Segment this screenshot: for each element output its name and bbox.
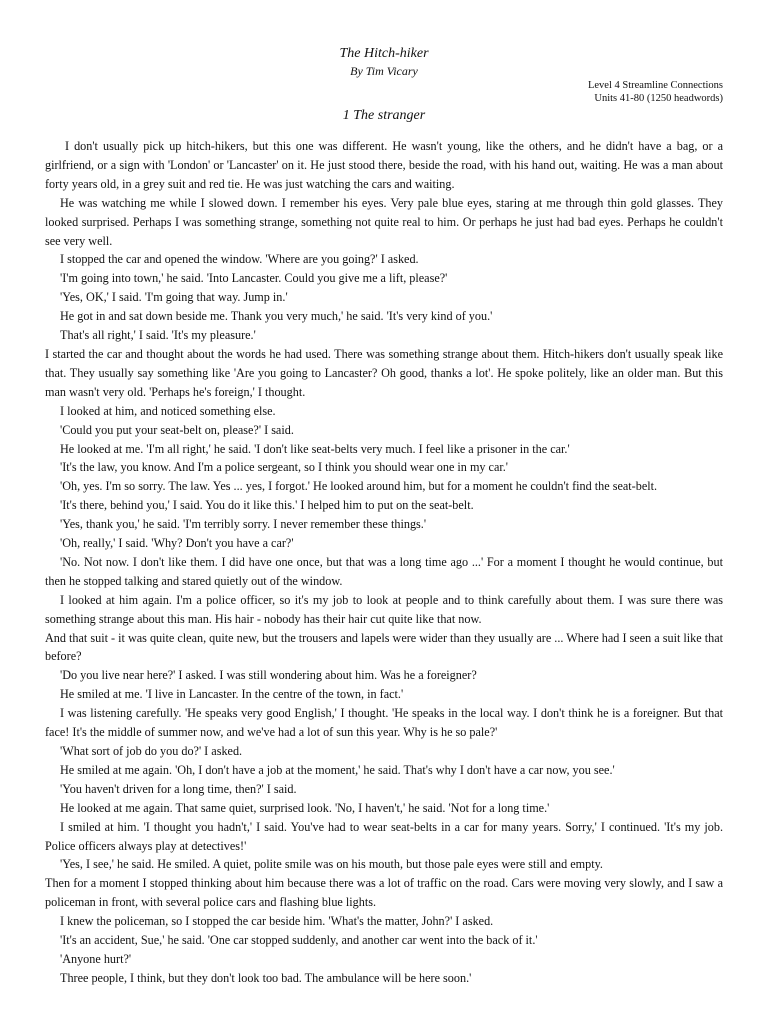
paragraph: 'I'm going into town,' he said. 'Into Lancaster. Could you give me a lift, please?'	[60, 271, 448, 286]
paragraph: 'It's the law, you know. And I'm a police sergeant, so I think you should wear one in my car.'	[60, 460, 509, 475]
units-line: Units 41-80 (1250 headwords)	[594, 93, 723, 104]
paragraph: I stopped the car and opened the window. 'Where are you going?' I asked.	[60, 252, 419, 267]
level-info	[523, 79, 723, 105]
paragraph: 'Anyone hurt?'	[60, 951, 132, 966]
level-line: Level 4 Streamline Connections	[587, 80, 723, 91]
paragraph: Then for a moment I stopped thinking about him because there was a lot of traffic on the road. Cars were moving very slowly, and I saw a policeman in front, with several police cars and flashing blue lights.	[45, 876, 723, 910]
paragraph: He looked at me. 'I'm all right,' he said. 'I don't like seat-belts very much. I feel like a prisoner in the car.'	[60, 441, 570, 456]
paragraph: I started the car and thought about the words he had used. There was something strange about them. Hitch-hikers don't usually speak like that. They usually say something like 'Are you going to Lancaster? Oh good, thanks a lot'. He spoke politely, like an older man. But this man wasn't very old. 'Perhaps he's foreign,' I thought.	[45, 346, 723, 399]
paragraph: He smiled at me. 'I live in Lancaster. In the centre of the town, in fact.'	[60, 687, 404, 702]
paragraph: I looked at him again. I'm a police officer, so it's my job to look at people and to think carefully about them. I was sure there was something strange about this man. His hair - nobody has their hair cut quite like that now.	[45, 592, 723, 626]
paragraph: I looked at him, and noticed something else.	[60, 403, 276, 418]
paragraph: 'Yes, I see,' he said. He smiled. A quiet, polite smile was on his mouth, but those pale eyes were still and empty.	[60, 857, 603, 872]
paragraph: 'It's an accident, Sue,' he said. 'One car stopped suddenly, and another car went into the back of it.'	[60, 933, 538, 948]
story-author: By Tim Vicary	[350, 64, 418, 78]
paragraph: 'No. Not now. I don't like them. I did have one once, but that was a long time ago ...' For a moment I thought he would continue, but then he stopped talking and stared quietly out of the window.	[45, 554, 723, 588]
paragraph: 'Yes, thank you,' he said. 'I'm terribly sorry. I never remember these things.'	[60, 517, 427, 532]
paragraph: I smiled at him. 'I thought you hadn't,' I said. You've had to wear seat-belts in a car for many years. Sorry,' I continued. 'It's my job. Police officers always play at detectives!'	[45, 819, 723, 853]
paragraph: 'Oh, really,' I said. 'Why? Don't you have a car?'	[60, 536, 294, 551]
paragraph: 'It's there, behind you,' I said. You do it like this.' I helped him to put on the seat-belt.	[60, 498, 474, 513]
paragraph: 'Do you live near here?' I asked. I was still wondering about him. Was he a foreigner?	[60, 668, 477, 683]
paragraph: He got in and sat down beside me. Thank you very much,' he said. 'It's very kind of you.'	[60, 309, 493, 324]
paragraph: 'You haven't driven for a long time, then?' I said.	[60, 781, 297, 796]
chapter-heading: 1 The stranger	[342, 108, 426, 123]
paragraph: 'Oh, yes. I'm so sorry. The law. Yes ... yes, I forgot.' He looked around him, but for a moment he couldn't find the seat-belt.	[60, 479, 658, 494]
paragraph: He looked at me again. That same quiet, surprised look. 'No, I haven't,' he said. 'Not for a long time.'	[60, 800, 550, 815]
paragraph: And that suit - it was quite clean, quite new, but the trousers and lapels were wider than they usually are ... Where had I seen a suit like that before?	[45, 630, 723, 664]
paragraph: He smiled at me again. 'Oh, I don't have a job at the moment,' he said. That's why I don't have a car now, you see.'	[60, 762, 615, 777]
paragraph: That's all right,' I said. 'It's my pleasure.'	[60, 328, 256, 343]
story-body	[45, 137, 723, 988]
paragraph: I was listening carefully. 'He speaks very good English,' I thought. 'He speaks in the local way. I don't think he is a foreigner. But that face! It's the middle of summer now, and we've had a lot of sun this year. Why is he so pale?'	[45, 706, 723, 740]
paragraph: 'Could you put your seat-belt on, please?' I said.	[60, 422, 294, 437]
paragraph: 'What sort of job do you do?' I asked.	[60, 744, 243, 758]
paragraph: 'Yes, OK,' I said. 'I'm going that way. Jump in.'	[60, 290, 288, 305]
story-title: The Hitch-hiker	[339, 46, 429, 61]
paragraph: I don't usually pick up hitch-hikers, but this one was different. He wasn't young, like the others, and he didn't have a bag, or a girlfriend, or a sign with 'London' or 'Lancaster' on it. He just stood there, beside the road, with his hand out, waiting. He was a man about forty years old, in a grey suit and red tie. He was just watching the cars and waiting.	[45, 139, 723, 191]
paragraph: He was watching me while I slowed down. I remember his eyes. Very pale blue eyes, staring at me through thin gold glasses. They looked surprised. Perhaps I was something strange, something not quite real to him. Or perhaps he just had bad eyes. Perhaps he couldn't see very well.	[45, 195, 723, 248]
paragraph: Three people, I think, but they don't look too bad. The ambulance will be here soon.'	[60, 970, 472, 985]
paragraph: I knew the policeman, so I stopped the car beside him. 'What's the matter, John?' I asked.	[60, 914, 494, 929]
